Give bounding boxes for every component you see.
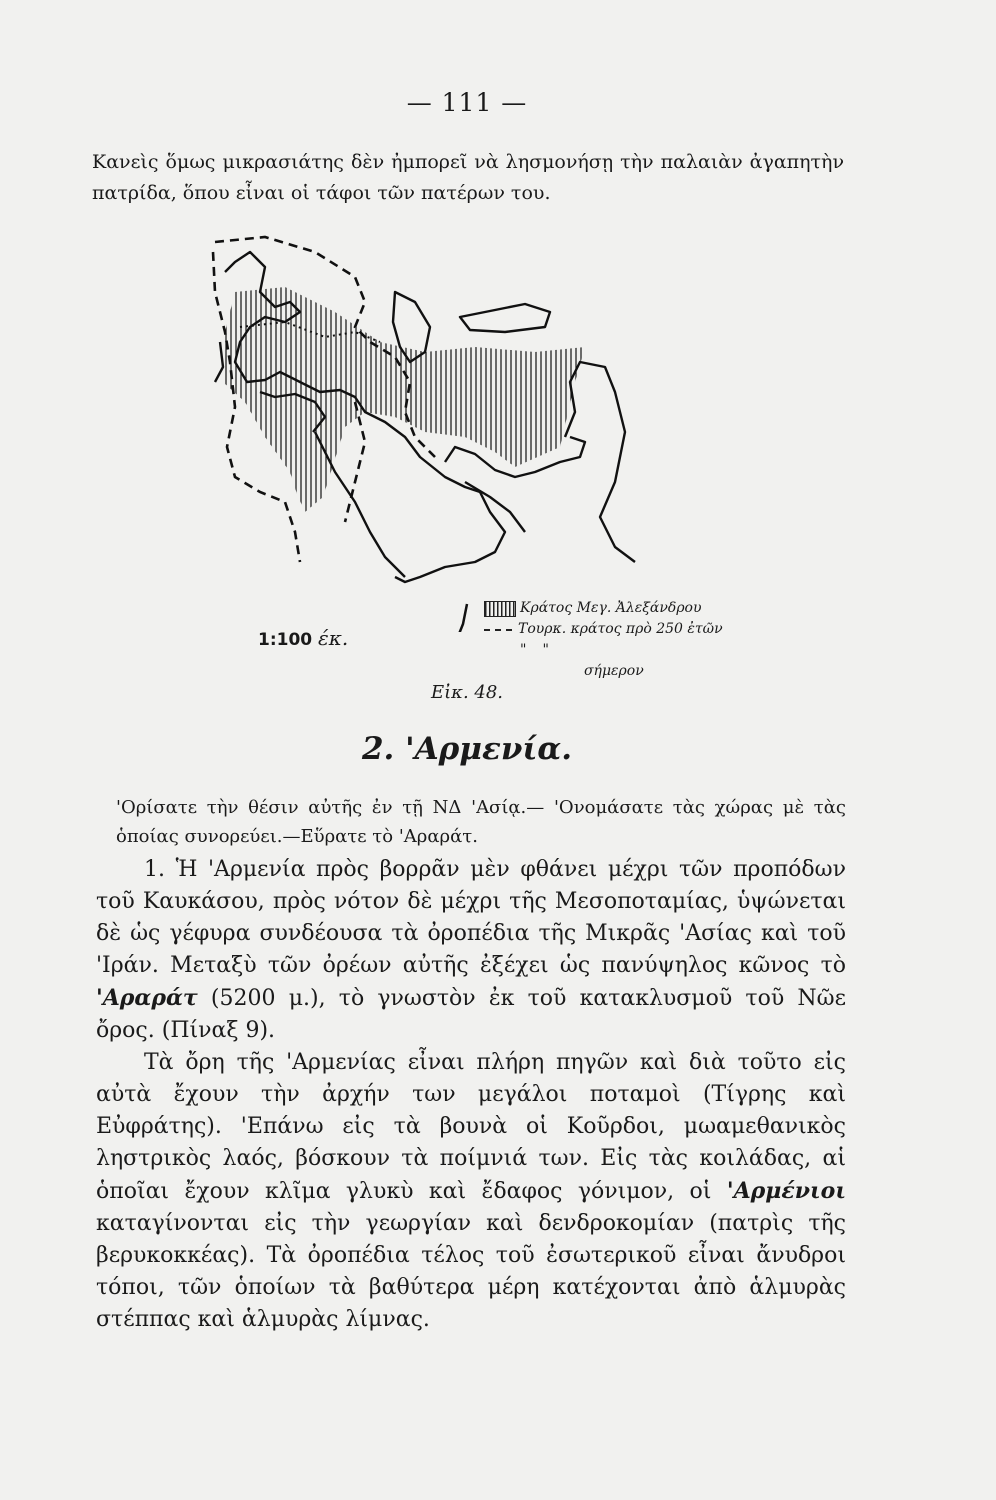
legend-row-present-label bbox=[584, 661, 723, 682]
hatch-swatch-icon bbox=[484, 601, 516, 617]
scale-number: 1:100 bbox=[258, 630, 313, 650]
legend-ditto-mark: " bbox=[542, 642, 549, 658]
body-text bbox=[96, 854, 846, 1336]
questions-paragraph: 'Ορίσατε τὴν θέσιν αὐτῆς ἐν τῇ ΝΔ 'Ασίᾳ.— 'Ονομάσατε τὰς χώρας μὲ τὰς ὁποίας συνορεύει.—Εὕρατε τὸ 'Αραράτ. bbox=[116, 797, 846, 847]
legend-row-alexander bbox=[484, 598, 723, 619]
figure-caption: Εἰκ. 48. bbox=[430, 682, 504, 703]
ararat-term: 'Αραράτ bbox=[96, 985, 198, 1011]
legend-label-present: σήμερον bbox=[584, 663, 644, 679]
paragraph-1: 1. Ἡ 'Αρμενία πρὸς βορρᾶν μὲν φθάνει μέχρι τῶν προπόδων τοῦ Καυκάσου, πρὸς νότον δὲ μέχρι τῆς Μεσοποταμίας, ὑψώνεται δὲ ὡς γέφυρα συνδέουσα τὰ ὀροπέδια τῆς Μικρᾶς 'Ασίας καὶ τοῦ 'Ιράν. Μεταξὺ τῶν ὀρέων αὐτῆς ἐξέχει ὡς πανύψηλος κῶνος τὸ 'Αραράτ (5200 μ.), τὸ γνωστὸν ἐκ τοῦ κατακλυσμοῦ τοῦ Νῶε ὄρος. (Πίναξ 9). bbox=[96, 857, 846, 1043]
paragraph-2: Τὰ ὄρη τῆς 'Αρμενίας εἶναι πλήρη πηγῶν καὶ διὰ τοῦτο εἰς αὐτὰ ἔχουν τὴν ἀρχήν των μεγάλοι ποταμοὶ (Τίγρης καὶ Εὐφράτης). 'Επάνω εἰς τὰ βουνὰ οἱ Κοῦρδοι, μωαμεθανικὸς ληστρικὸς λαός, βόσκουν τὰ ποίμνιά των. Εἰς τὰς κοιλάδας, αἱ ὁποῖαι ἔχουν κλῖμα γλυκὺ καὶ ἔδαφος γόνιμον, οἱ 'Αρμένιοι καταγίνονται εἰς τὴν γεωργίαν καὶ δενδροκομίαν (πατρὶς τῆς βερυκοκκέας). Τὰ ὀροπέδια τέλος τοῦ ἐσωτερικοῦ εἶναι ἄνυδροι τόποι, τῶν ὁποίων τὰ βαθύτερα μέρη κατέχονται ἀπὸ ἁλμυρὰς στέππας καὶ ἁλμυρὰς λίμνας. bbox=[96, 1050, 846, 1332]
map-legend bbox=[484, 598, 723, 682]
map-scale bbox=[258, 626, 348, 650]
historical-map bbox=[205, 232, 725, 632]
legend-label-alexander: Κράτος Μεγ. Ἀλεξάνδρου bbox=[520, 600, 702, 616]
legend-label-ottoman: Τουρκ. κράτος πρὸ 250 ἐτῶν bbox=[518, 621, 723, 637]
armenians-term: 'Αρμένιοι bbox=[726, 1178, 846, 1204]
legend-row-present bbox=[520, 640, 723, 661]
dashed-line-icon bbox=[484, 629, 512, 631]
legend-ditto-mark: " bbox=[520, 642, 527, 658]
scale-unit: έκ. bbox=[318, 626, 349, 650]
scale-bar bbox=[455, 604, 467, 632]
page-number: — 111 — bbox=[406, 88, 528, 117]
section-title: 2. 'Αρμενία. bbox=[361, 731, 572, 767]
legend-row-ottoman bbox=[484, 619, 723, 640]
intro-paragraph: Κανεὶς ὅμως μικρασιάτης δὲν ἠμπορεῖ νὰ λησμονήσῃ τὴν παλαιὰν ἀγαπητὴν πατρίδα, ὅπου εἶναι οἱ τάφοι τῶν πατέρων του. bbox=[92, 151, 844, 204]
